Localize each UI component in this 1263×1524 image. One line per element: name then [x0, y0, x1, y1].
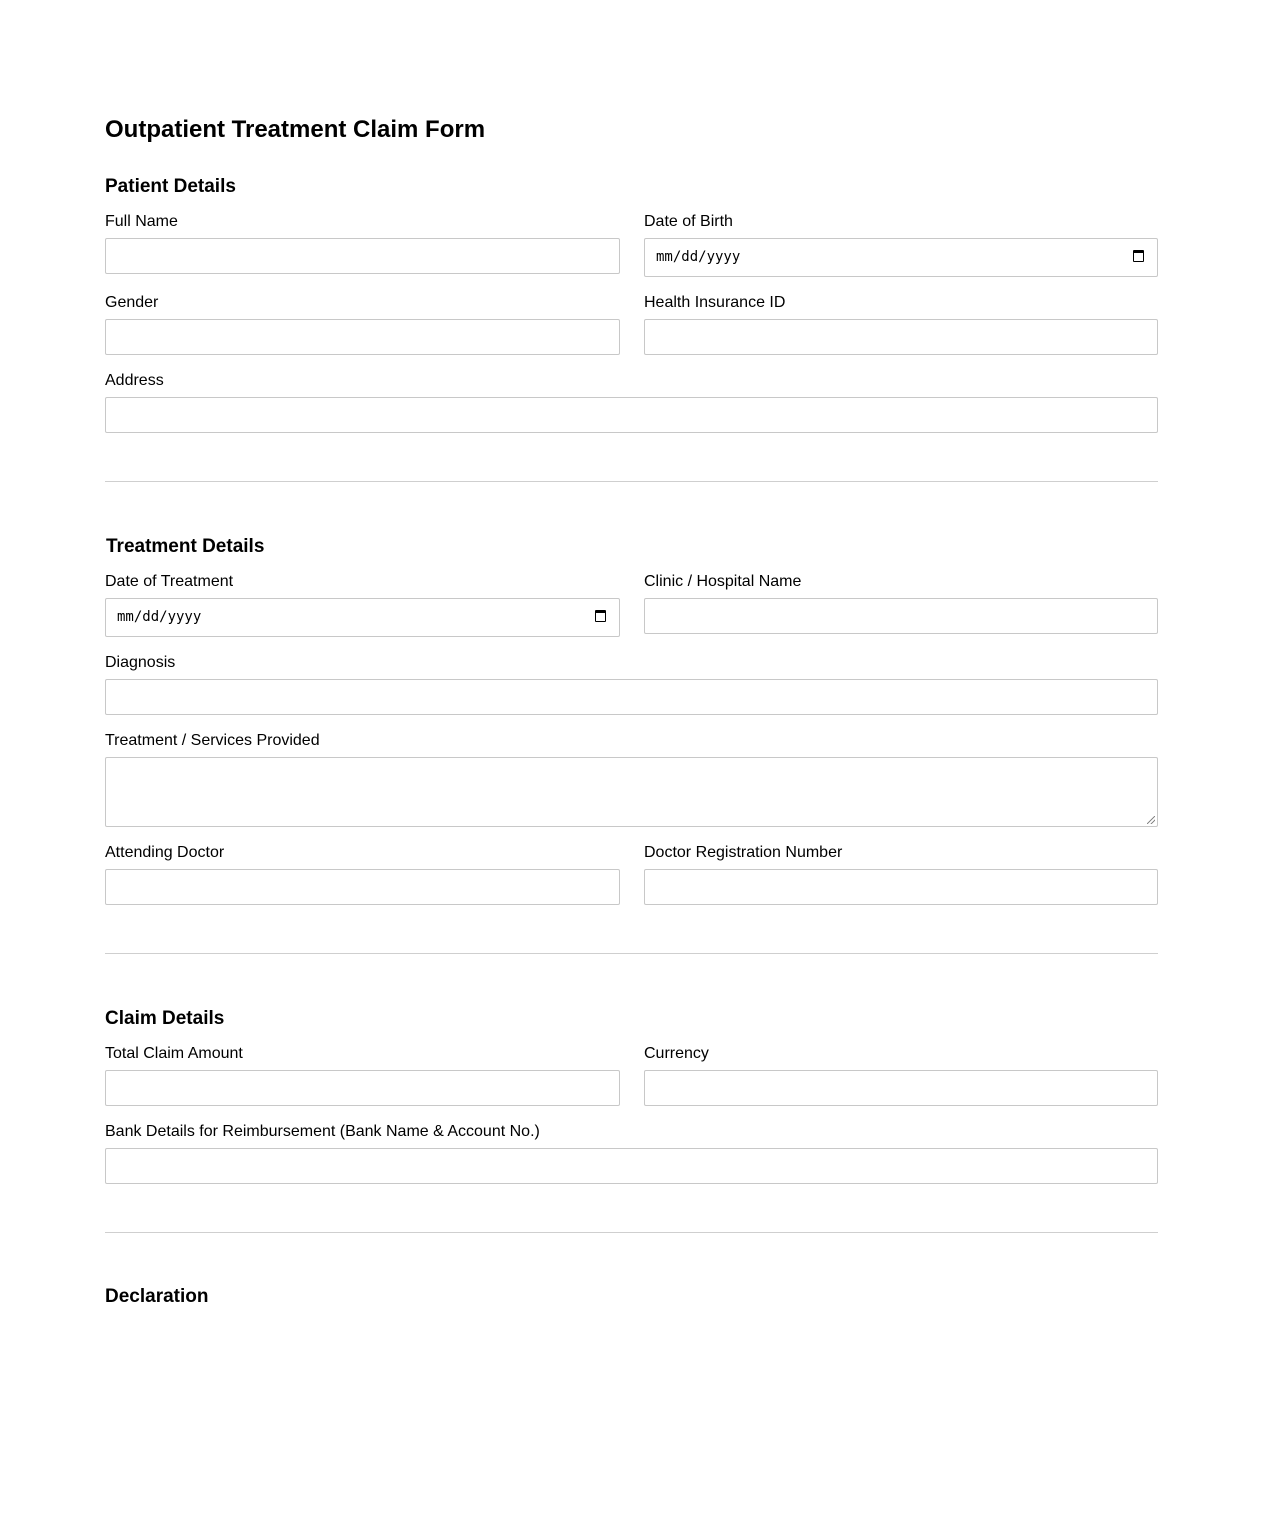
- health-insurance-id-input[interactable]: [644, 319, 1158, 355]
- total-claim-amount-input[interactable]: [105, 1070, 620, 1106]
- resize-grip-icon[interactable]: [1147, 816, 1155, 824]
- date-of-treatment-placeholder: mm/dd/yyyy: [117, 609, 202, 625]
- clinic-name-label: Clinic / Hospital Name: [644, 573, 802, 590]
- page-title: Outpatient Treatment Claim Form: [105, 116, 486, 143]
- services-provided-label: Treatment / Services Provided: [105, 732, 320, 749]
- date-of-birth-input[interactable]: [644, 238, 1158, 277]
- diagnosis-label: Diagnosis: [105, 654, 176, 671]
- section-heading-treatment-details: Treatment Details: [106, 536, 265, 557]
- total-claim-amount-label: Total Claim Amount: [105, 1045, 243, 1062]
- currency-input[interactable]: [644, 1070, 1158, 1106]
- bank-details-label: Bank Details for Reimbursement (Bank Name & Account No.): [105, 1123, 540, 1140]
- services-provided-textarea[interactable]: [105, 757, 1158, 827]
- section-divider: [105, 1232, 1158, 1233]
- full-name-input[interactable]: [105, 238, 620, 274]
- calendar-icon[interactable]: [1133, 250, 1144, 262]
- doctor-registration-number-input[interactable]: [644, 869, 1158, 905]
- attending-doctor-label: Attending Doctor: [105, 844, 225, 861]
- section-divider: [105, 481, 1158, 482]
- currency-label: Currency: [644, 1045, 709, 1062]
- full-name-label: Full Name: [105, 213, 178, 230]
- gender-label: Gender: [105, 294, 159, 311]
- address-label: Address: [105, 372, 164, 389]
- section-heading-declaration: Declaration: [105, 1286, 209, 1303]
- gender-input[interactable]: [105, 319, 620, 355]
- date-of-birth-label: Date of Birth: [644, 213, 733, 230]
- diagnosis-input[interactable]: [105, 679, 1158, 715]
- section-heading-patient-details: Patient Details: [105, 176, 236, 197]
- date-of-birth-placeholder: mm/dd/yyyy: [656, 249, 741, 265]
- bank-details-input[interactable]: [105, 1148, 1158, 1184]
- date-of-treatment-label: Date of Treatment: [105, 573, 234, 590]
- section-divider: [105, 953, 1158, 954]
- doctor-registration-number-label: Doctor Registration Number: [644, 844, 843, 861]
- address-input[interactable]: [105, 397, 1158, 433]
- calendar-icon[interactable]: [595, 610, 606, 622]
- attending-doctor-input[interactable]: [105, 869, 620, 905]
- section-heading-claim-details: Claim Details: [105, 1008, 225, 1029]
- clinic-name-input[interactable]: [644, 598, 1158, 634]
- health-insurance-id-label: Health Insurance ID: [644, 294, 786, 311]
- date-of-treatment-input[interactable]: [105, 598, 620, 637]
